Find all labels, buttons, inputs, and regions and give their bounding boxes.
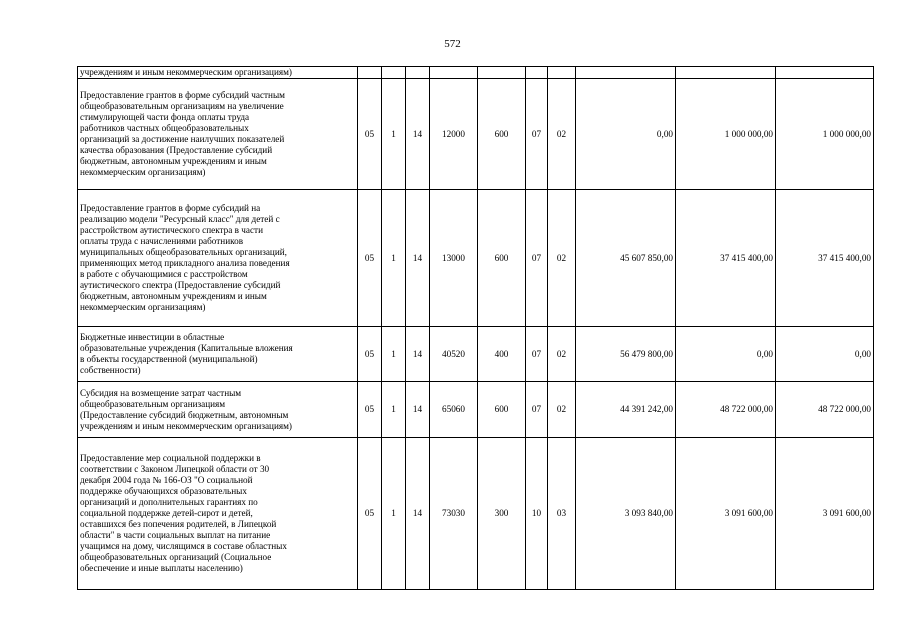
direction-code: 65060 bbox=[430, 382, 478, 438]
section-code: 07 bbox=[526, 190, 548, 327]
subsection-code: 02 bbox=[548, 327, 576, 382]
amount-year-3 bbox=[776, 67, 874, 79]
row-description: учреждениям и иным некоммерческим организациям) bbox=[78, 67, 358, 79]
subsection-code: 02 bbox=[548, 382, 576, 438]
direction-code: 13000 bbox=[430, 190, 478, 327]
program-code: 05 bbox=[358, 79, 382, 190]
amount-year-3: 1 000 000,00 bbox=[776, 79, 874, 190]
expense-type-code: 600 bbox=[478, 79, 526, 190]
amount-year-3: 0,00 bbox=[776, 327, 874, 382]
subprogram-code: 1 bbox=[382, 327, 406, 382]
expense-type-code: 300 bbox=[478, 438, 526, 590]
table-row bbox=[78, 190, 874, 327]
row-description: Предоставление грантов в форме субсидий частным общеобразовательным организациям на увеличение стимулирующей части фонда оплаты труда работников частных общеобразовательных организаций за достижение наилучших показателей качества образования (Предоставление субсидий бюджетным, автономным учреждениям и иным некоммерческим организациям) bbox=[78, 79, 358, 190]
event-code: 14 bbox=[406, 438, 430, 590]
program-code bbox=[358, 67, 382, 79]
subprogram-code: 1 bbox=[382, 190, 406, 327]
subsection-code: 03 bbox=[548, 438, 576, 590]
amount-year-1: 3 093 840,00 bbox=[576, 438, 676, 590]
table-row bbox=[78, 438, 874, 590]
direction-code: 73030 bbox=[430, 438, 478, 590]
table-row bbox=[78, 79, 874, 190]
expense-type-code: 600 bbox=[478, 382, 526, 438]
expense-type-code: 400 bbox=[478, 327, 526, 382]
amount-year-2: 37 415 400,00 bbox=[676, 190, 776, 327]
section-code: 07 bbox=[526, 327, 548, 382]
page-number: 572 bbox=[444, 38, 461, 50]
subsection-code: 02 bbox=[548, 190, 576, 327]
event-code: 14 bbox=[406, 327, 430, 382]
event-code: 14 bbox=[406, 382, 430, 438]
subsection-code: 02 bbox=[548, 79, 576, 190]
amount-year-2: 3 091 600,00 bbox=[676, 438, 776, 590]
row-description: Предоставление мер социальной поддержки в соответствии с Законом Липецкой области от 30 декабря 2004 года № 166-ОЗ "О социальной поддержке обучающихся образовательных организаций и дополнительных гарантиях по социальной поддержке детей-сирот и детей, оставшихся без попечения родителей, в Липецкой области" в части социальных выплат на питание учащимся на дому, числящимся в составе областных общеобразовательных организаций (Социальное обеспечение и иные выплаты населению) bbox=[78, 438, 358, 590]
row-description: Бюджетные инвестиции в областные образовательные учреждения (Капитальные вложения в объекты государственной (муниципальной) собственности) bbox=[78, 327, 358, 382]
row-description: Предоставление грантов в форме субсидий на реализацию модели "Ресурсный класс" для детей с расстройством аутистического спектра в части оплаты труда с начислениями работников муниципальных общеобразовательных организаций, применяющих метод прикладного анализа поведения в работе с обучающимися с расстройством аутистического спектра (Предоставление субсидий бюджетным, автономным учреждениям и иным некоммерческим организациям) bbox=[78, 190, 358, 327]
section-code: 07 bbox=[526, 382, 548, 438]
subprogram-code: 1 bbox=[382, 79, 406, 190]
budget-table bbox=[77, 66, 874, 590]
program-code: 05 bbox=[358, 438, 382, 590]
expense-type-code bbox=[478, 67, 526, 79]
event-code bbox=[406, 67, 430, 79]
direction-code bbox=[430, 67, 478, 79]
amount-year-2: 0,00 bbox=[676, 327, 776, 382]
amount-year-1: 44 391 242,00 bbox=[576, 382, 676, 438]
amount-year-2: 48 722 000,00 bbox=[676, 382, 776, 438]
subprogram-code: 1 bbox=[382, 382, 406, 438]
program-code: 05 bbox=[358, 327, 382, 382]
amount-year-3: 48 722 000,00 bbox=[776, 382, 874, 438]
table-row bbox=[78, 67, 874, 79]
event-code: 14 bbox=[406, 190, 430, 327]
row-description: Субсидия на возмещение затрат частным общеобразовательным организациям (Предоставление субсидий бюджетным, автономным учреждениям и иным некоммерческим организациям) bbox=[78, 382, 358, 438]
section-code bbox=[526, 67, 548, 79]
expense-type-code: 600 bbox=[478, 190, 526, 327]
amount-year-1: 56 479 800,00 bbox=[576, 327, 676, 382]
amount-year-3: 3 091 600,00 bbox=[776, 438, 874, 590]
section-code: 10 bbox=[526, 438, 548, 590]
section-code: 07 bbox=[526, 79, 548, 190]
amount-year-1: 45 607 850,00 bbox=[576, 190, 676, 327]
table-row bbox=[78, 327, 874, 382]
amount-year-1 bbox=[576, 67, 676, 79]
direction-code: 12000 bbox=[430, 79, 478, 190]
amount-year-1: 0,00 bbox=[576, 79, 676, 190]
event-code: 14 bbox=[406, 79, 430, 190]
subprogram-code: 1 bbox=[382, 438, 406, 590]
amount-year-2 bbox=[676, 67, 776, 79]
amount-year-3: 37 415 400,00 bbox=[776, 190, 874, 327]
table-row bbox=[78, 382, 874, 438]
subprogram-code bbox=[382, 67, 406, 79]
program-code: 05 bbox=[358, 382, 382, 438]
program-code: 05 bbox=[358, 190, 382, 327]
amount-year-2: 1 000 000,00 bbox=[676, 79, 776, 190]
subsection-code bbox=[548, 67, 576, 79]
direction-code: 40520 bbox=[430, 327, 478, 382]
